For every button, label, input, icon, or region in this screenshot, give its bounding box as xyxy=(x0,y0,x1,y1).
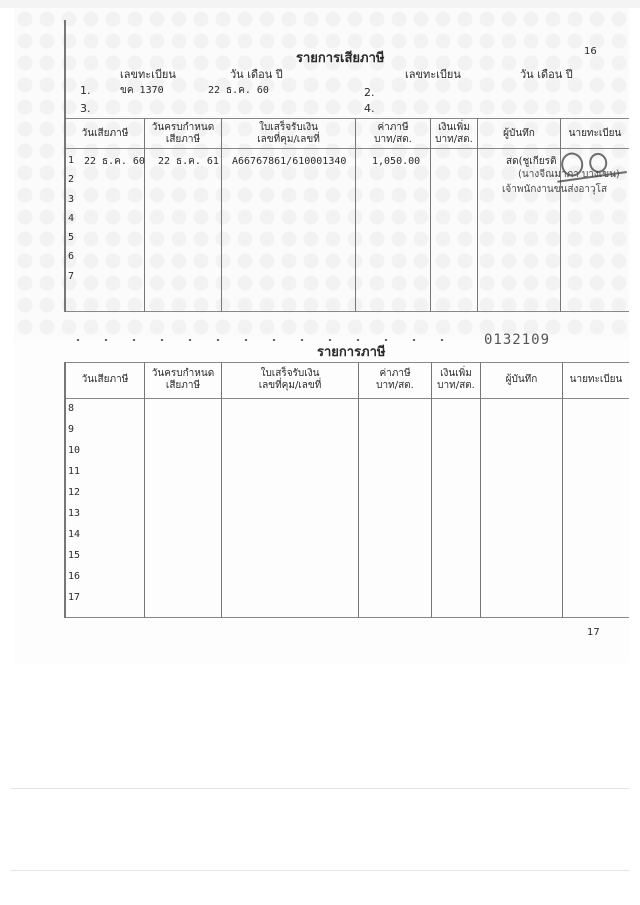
upper-header-recorder: ผู้บันทึก xyxy=(503,128,535,139)
lower-header-tax: ค่าภาษี บาท/สต. xyxy=(376,368,414,391)
upper-header-tax: ค่าภาษี บาท/สต. xyxy=(374,122,412,145)
upper-header-receipt: ใบเสร็จรับเงิน เลขที่คุม/เลขที่ xyxy=(257,122,320,145)
upper-col-divider xyxy=(560,118,561,312)
lower-row-number: 17 xyxy=(68,592,81,603)
scan-edge xyxy=(0,0,640,8)
lower-row-number: 9 xyxy=(68,424,75,435)
officer-title-stamp: เจ้าพนักงานขนส่งอาวุโส xyxy=(502,184,608,195)
lower-header-registrar: นายทะเบียน xyxy=(569,374,623,385)
lower-row-number: 13 xyxy=(68,508,81,519)
upper-col-divider xyxy=(477,118,478,312)
upper-left-border xyxy=(64,20,66,312)
page-number-bottom: 17 xyxy=(587,627,600,638)
lower-header-recorder: ผู้บันทึก xyxy=(505,374,538,385)
officer-name-stamp: (นางจีณมาภา บางเขน) xyxy=(518,169,620,180)
lower-col-divider xyxy=(144,362,145,618)
lower-header-due-date: วันครบกำหนด เสียภาษี xyxy=(151,368,215,391)
lower-row-number: 16 xyxy=(68,571,81,582)
lower-table-header-rule xyxy=(64,398,629,399)
upper-table-top-rule xyxy=(64,118,629,119)
upper-table-bottom-rule xyxy=(64,311,629,312)
upper-row-number: 2 xyxy=(68,174,75,185)
upper-row-receipt: A66767861/610001340 xyxy=(232,156,347,167)
upper-col-divider xyxy=(355,118,356,312)
upper-col-divider xyxy=(144,118,145,312)
upper-table-header-rule xyxy=(64,148,629,149)
lower-table-bottom-rule xyxy=(64,617,629,618)
upper-header-surcharge: เงินเพิ่ม บาท/สต. xyxy=(435,122,473,145)
date-label-right: วัน เดือน ปี xyxy=(520,68,573,81)
upper-title: รายการเสียภาษี xyxy=(296,51,385,66)
reg-plate: ขค 1370 xyxy=(120,85,164,96)
lower-col-divider xyxy=(358,362,359,618)
reg-row-num: 3. xyxy=(80,102,91,115)
scan-artifact-line xyxy=(10,788,630,789)
lower-title: รายการภาษี xyxy=(317,345,386,360)
upper-row-number: 1 xyxy=(68,155,75,166)
reg-label-right: เลขทะเบียน xyxy=(405,68,461,81)
upper-row-tax: 1,050.00 xyxy=(372,156,421,167)
lower-row-number: 15 xyxy=(68,550,81,561)
upper-col-divider xyxy=(430,118,431,312)
page-number-top: 16 xyxy=(584,46,597,57)
lower-row-number: 10 xyxy=(68,445,81,456)
serial-number: 0132109 xyxy=(484,332,551,348)
lower-row-number: 12 xyxy=(68,487,81,498)
lower-row-number: 11 xyxy=(68,466,81,477)
upper-header-due-date: วันครบกำหนด เสียภาษี xyxy=(151,122,215,145)
upper-row-number: 6 xyxy=(68,251,75,262)
lower-header-paid-date: วันเสียภาษี xyxy=(81,374,129,385)
lower-col-divider xyxy=(562,362,563,618)
upper-header-paid-date: วันเสียภาษี xyxy=(81,128,129,139)
date-label-left: วัน เดือน ปี xyxy=(230,68,283,81)
reg-date: 22 ธ.ค. 60 xyxy=(208,85,269,96)
lower-row-number: 8 xyxy=(68,403,75,414)
upper-col-divider xyxy=(221,118,222,312)
upper-row-paid-date: 22 ธ.ค. 60 xyxy=(84,156,145,167)
lower-header-surcharge: เงินเพิ่ม บาท/สต. xyxy=(437,368,475,391)
lower-left-border xyxy=(64,362,66,618)
scan-artifact-line xyxy=(10,870,630,871)
perforation-dots xyxy=(64,339,454,341)
upper-row-due-date: 22 ธ.ค. 61 xyxy=(158,156,219,167)
upper-row-number: 5 xyxy=(68,232,75,243)
upper-row-number: 4 xyxy=(68,213,75,224)
reg-row-num: 1. xyxy=(80,84,91,97)
reg-row-num-right: 4. xyxy=(364,102,375,115)
upper-row-number: 7 xyxy=(68,271,75,282)
lower-col-divider xyxy=(431,362,432,618)
upper-row-number: 3 xyxy=(68,194,75,205)
lower-col-divider xyxy=(221,362,222,618)
reg-row-num-right: 2. xyxy=(364,86,375,99)
upper-header-registrar: นายทะเบียน xyxy=(568,128,622,139)
lower-header-receipt: ใบเสร็จรับเงิน เลขที่คุม/เลขที่ xyxy=(258,368,322,391)
reg-label-left: เลขทะเบียน xyxy=(120,68,176,81)
lower-col-divider xyxy=(480,362,481,618)
lower-table-top-rule xyxy=(64,362,629,363)
lower-row-number: 14 xyxy=(68,529,81,540)
upper-row-recorder: สด(ชูเกียรติ xyxy=(506,156,557,167)
